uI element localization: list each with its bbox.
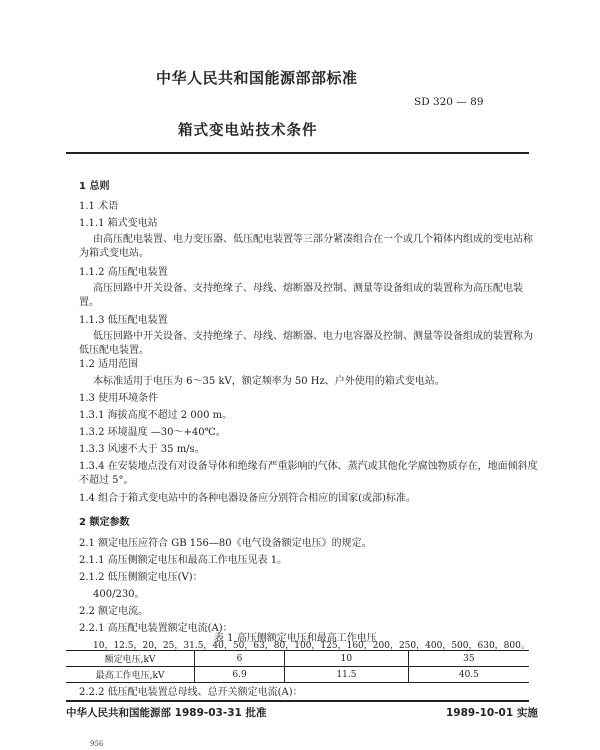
table-cell: 6 [195,651,285,667]
table-cell-label: 额定电压,kV [66,651,195,667]
clause-1-1-2-text: 高压回路中开关设备、支持绝缘子、母线、熔断器及控制、测量等设备组成的装置称为高压配电装置。 [79,283,523,308]
clause-1-2: 1.2 适用范围 [79,359,139,370]
table-cell-label: 最高工作电压,kV [66,667,195,683]
clause-1-1-1: 1.1.1 箱式变电站 [79,218,158,229]
clause-1-2-text: 本标准适用于电压为 6～35 kV，额定频率为 50 Hz、户外使用的箱式变电站。 [93,376,445,387]
page-number: 956 [90,740,104,748]
effective-date: 1989-10-01 实施 [446,707,538,719]
clause-1-1-2: 1.1.2 高压配电装置 [79,267,168,278]
footer-rule [66,700,529,702]
clause-1-1-3-text: 低压回路中开关设备、支持绝缘子、母线、熔断器、电力电容器及控制、测量等设备组成的装置称为低压配电装置。 [79,331,533,356]
clause-1-3-1: 1.3.1 海拔高度不超过 2 000 m。 [79,410,233,421]
document-title: 箱式变电站技术条件 [178,123,318,139]
clause-2-2-2: 2.2.2 低压配电装置总母线、总开关额定电流(A)： [79,687,303,698]
clause-1-3-3: 1.3.3 风速不大于 35 m/s。 [79,444,205,455]
standard-code: SD 320 — 89 [414,96,484,108]
table-1 [66,650,529,683]
table-row [66,667,529,683]
clause-1-4: 1.4 组合于箱式变电站中的各种电器设备应分别符合相应的国家(或部)标准。 [79,493,416,504]
clause-2-1-2: 2.1.2 低压侧额定电压(V)： [79,572,203,583]
clause-1-3-4: 1.3.4 在安装地点没有对设备导体和绝缘有严重影响的气体、蒸汽或其他化学腐蚀物质存在，地面倾斜度不超过 5°。 [79,461,538,486]
clause-2-2-1-value: 10，12.5，20，25，31.5，40，50，63，80，100，125，160，200，250，400，500，630，800。 [93,641,530,651]
clause-2-1-1: 2.1.1 高压侧额定电压和最高工作电压见表 1。 [79,555,288,566]
table-cell: 11.5 [285,667,409,683]
clause-1-1: 1.1 术语 [79,201,119,212]
table-cell: 40.5 [408,667,529,683]
clause-2-2-1: 2.2.1 高压配电装置额定电流(A)： [79,623,233,634]
table-1-caption: 表 1 高压侧额定电压和最高工作电压 [214,633,377,644]
table-cell: 35 [408,651,529,667]
clause-1-1-3: 1.1.3 低压配电装置 [79,315,168,326]
clause-2-1: 2.1 额定电压应符合 GB 156—80《电气设备额定电压》的规定。 [79,538,372,549]
clause-1-1-1-text: 由高压配电装置、电力变压器、低压配电装置等三部分紧凑组合在一个或几个箱体内组成的变电站称为箱式变电站。 [79,234,533,259]
issuing-authority: 中华人民共和国能源部部标准 [156,69,358,87]
clause-1-3: 1.3 使用环境条件 [79,393,159,404]
table-cell: 6.9 [195,667,285,683]
section-1-heading: 1 总则 [79,181,110,192]
header-rule [66,152,529,154]
table-cell: 10 [285,651,409,667]
clause-2-2: 2.2 额定电流。 [79,606,149,617]
clause-2-1-2-value: 400/230。 [93,589,145,600]
table-row [66,651,529,667]
approval-line: 中华人民共和国能源部 1989-03-31 批准 [66,707,267,719]
section-2-heading: 2 额定参数 [79,517,130,528]
clause-1-3-2: 1.3.2 环境温度 —30～+40℃。 [79,427,226,438]
